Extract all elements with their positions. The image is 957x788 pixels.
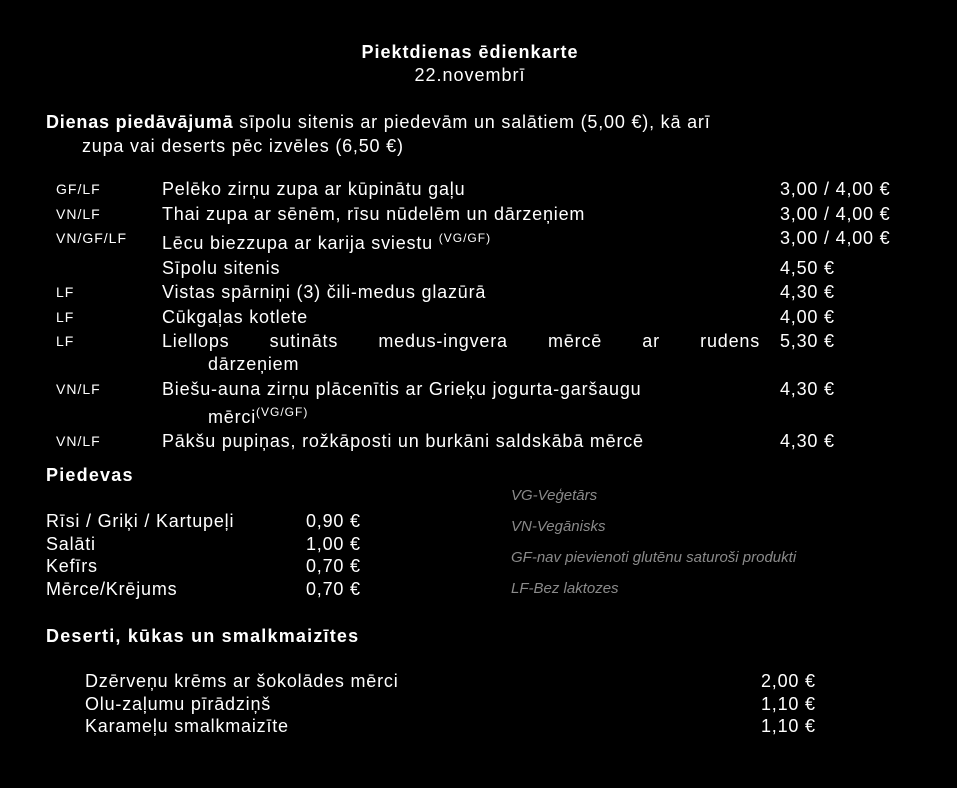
dish-price: 3,00 / 4,00 € [780,228,891,248]
desserts-heading: Deserti, kūkas un smalkmaizītes [46,626,360,646]
dessert-item [85,670,816,693]
side-item [46,510,361,533]
diet-tag: VN/LF [56,380,101,397]
dish-price: 3,00 / 4,00 € [780,203,891,224]
menu-date: 22.novembrī [414,65,526,85]
dish-name: Sīpolu sitenis [162,257,281,278]
dish-name-cont-text: mērci [208,406,256,427]
menu-item [56,227,936,255]
dish-price: 4,00 € [780,306,835,327]
menu-item [56,306,936,329]
dish-price: 4,30 € [780,431,835,451]
dish-price: 5,30 € [780,331,835,351]
diet-tag: LF [56,284,75,300]
diet-tag: LF [56,333,75,349]
dish-name: Cūkgaļas kotlete [162,306,308,327]
dish-price: 4,30 € [780,378,835,399]
side-name: Mērce/Krējums [46,578,178,599]
dessert-price: 2,00 € [761,671,816,691]
dish-price: 4,50 € [780,257,835,278]
daily-offer-text-cont: zupa vai deserts pēc izvēles (6,50 €) [82,136,404,156]
legend-item: VN-Vegānisks [511,518,606,535]
main-menu-list [56,178,936,455]
legend-item: VG-Veģetārs [511,487,598,504]
dish-name: Pelēko zirņu zupa ar kūpinātu gaļu [162,179,466,199]
daily-offer-label: Dienas piedāvājumā [46,112,234,132]
dessert-item [85,693,816,716]
sides-list [46,510,361,600]
sides-heading: Piedevas [46,465,134,485]
menu-item [56,203,936,226]
desserts-list [85,670,816,738]
side-item [46,533,361,556]
side-name: Kefīrs [46,556,98,576]
menu-item [56,330,936,376]
diet-note: (VG/GF) [256,404,309,419]
side-price: 0,70 € [306,556,361,576]
dish-name-text: Lēcu biezzupa ar karija sviestu [162,233,433,253]
side-price: 1,00 € [306,533,361,554]
dessert-name: Dzērveņu krēms ar šokolādes mērci [85,671,399,691]
menu-item [56,281,936,304]
dessert-price: 1,10 € [761,693,816,714]
dish-name-text: Biešu-auna zirņu plācenītis ar Grieķu jogurta-garšaugu [162,378,642,399]
side-item [46,555,361,578]
menu-item [56,378,936,429]
dish-name-cont [162,401,760,429]
side-price: 0,90 € [306,511,361,531]
side-name: Salāti [46,533,96,554]
dish-name: Pākšu pupiņas, rožkāposti un burkāni saldskābā mērcē [162,431,644,451]
diet-legend [511,486,796,610]
dessert-price: 1,10 € [761,716,816,736]
side-price: 0,70 € [306,578,361,599]
dessert-name: Olu-zaļumu pīrādziņš [85,693,272,714]
diet-tag: VN/GF/LF [56,230,128,246]
menu-title: Piektdienas ēdienkarte [361,42,579,62]
diet-tag: GF/LF [56,181,101,197]
dish-name [162,330,760,376]
menu-item [56,430,936,453]
dish-name [162,378,760,429]
dish-name-cont: dārzeņiem [208,354,300,374]
menu-item [56,257,936,280]
dish-name [162,227,760,255]
dish-price: 3,00 / 4,00 € [780,179,891,199]
daily-offer [46,110,866,158]
diet-tag: VN/LF [56,433,101,449]
dish-name-text: Liellops sutināts medus-ingvera mērcē ar rudens [162,331,760,351]
dessert-name: Karameļu smalkmaizīte [85,716,289,736]
dish-price: 4,30 € [780,282,835,302]
side-name: Rīsi / Griķi / Kartupeļi [46,511,235,531]
daily-offer-text: sīpolu sitenis ar piedevām un salātiem (5,00 €), kā arī [233,112,711,132]
dessert-item [85,715,816,738]
diet-tag: LF [56,308,75,325]
dish-name: Thai zupa ar sēnēm, rīsu nūdelēm un dārzeņiem [162,203,586,224]
diet-note: (VG/GF) [438,231,492,245]
menu-item [56,178,936,201]
diet-tag: VN/LF [56,205,101,222]
diet-tag [56,257,162,258]
side-item [46,578,361,601]
dish-name: Vistas spārniņi (3) čili-medus glazūrā [162,282,487,302]
legend-item: LF-Bez laktozes [511,580,619,597]
legend-item: GF-nav pievienoti glutēnu saturoši produkti [511,549,797,566]
